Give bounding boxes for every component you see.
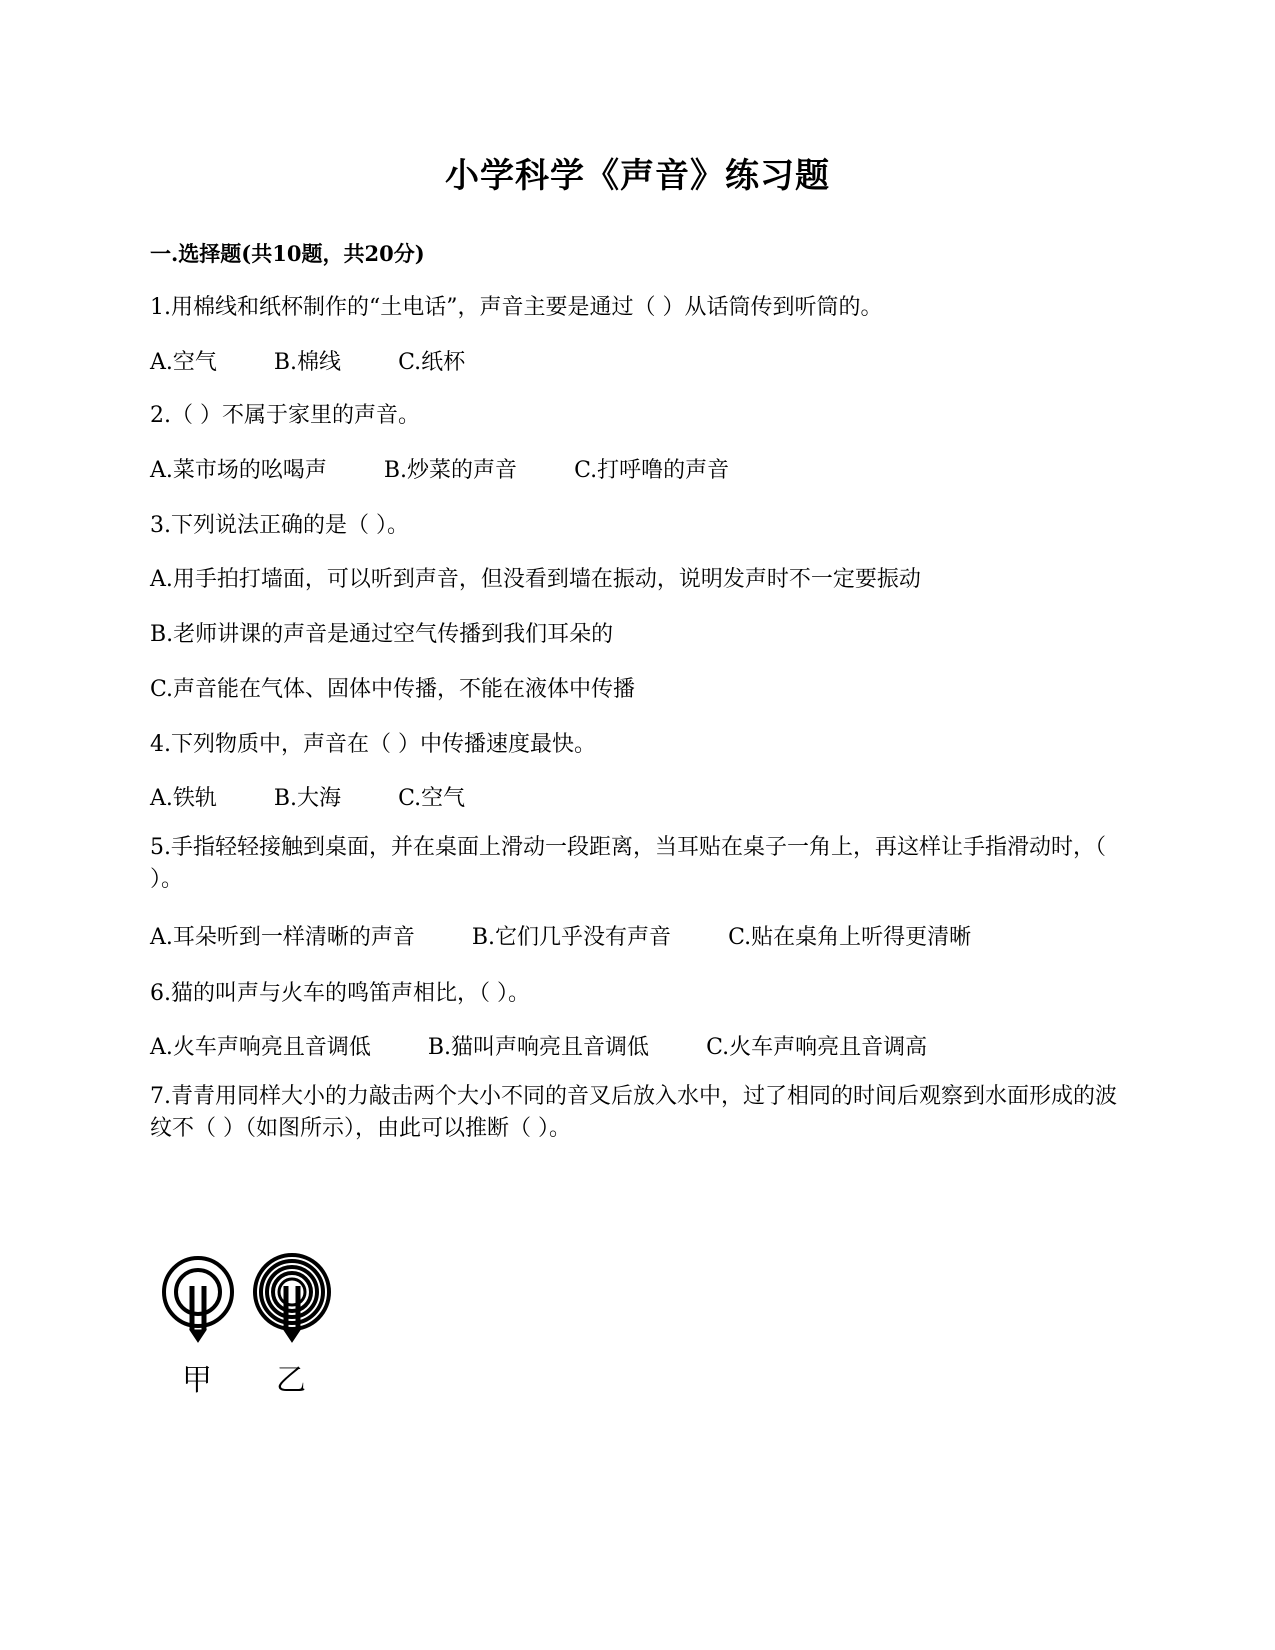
- option-b: B.棉线: [273, 350, 342, 375]
- question-6-options: [150, 1030, 977, 1061]
- question-4: 4.下列物质中，声音在（ ）中传播速度最快。: [150, 732, 596, 757]
- option-a: A.用手拍打墙面，可以听到声音，但没看到墙在振动，说明发声时不一定要振动: [150, 567, 921, 592]
- question-2-options: [150, 453, 779, 484]
- question-6: 6.猫的叫声与火车的鸣笛声相比，（ ）。: [150, 981, 530, 1006]
- question-3: 3.下列说法正确的是（ ）。: [150, 513, 409, 538]
- option-c: C.打呼噜的声音: [574, 458, 730, 483]
- option-c: C.火车声响亮且音调高: [706, 1035, 928, 1060]
- option-c: C.声音能在气体、固体中传播，不能在液体中传播: [150, 677, 636, 702]
- option-a: A.空气: [150, 350, 217, 375]
- page-title: 小学科学《声音》练习题: [445, 156, 830, 196]
- tuning-fork-figure: [160, 1250, 360, 1398]
- option-a: A.菜市场的吆喝声: [150, 458, 327, 483]
- label-jia: 甲: [182, 1363, 212, 1398]
- question-1-options: [150, 345, 515, 376]
- option-b: B.猫叫声响亮且音调低: [427, 1035, 650, 1060]
- ripple-diagram: [160, 1250, 360, 1360]
- option-c: C.纸杯: [398, 350, 466, 375]
- option-c: C.空气: [398, 786, 466, 811]
- option-a: A.铁轨: [150, 786, 217, 811]
- label-yi: 乙: [276, 1363, 306, 1398]
- option-b: B.炒菜的声音: [383, 458, 518, 483]
- option-b: B.老师讲课的声音是通过空气传播到我们耳朵的: [150, 622, 614, 647]
- option-a: A.耳朵听到一样清晰的声音: [150, 925, 415, 950]
- question-2: 2.（ ）不属于家里的声音。: [150, 403, 420, 428]
- section-heading: 一.选择题(共10题，共20分): [150, 241, 425, 266]
- question-5-options: [150, 920, 1021, 951]
- option-b: B.它们几乎没有声音: [471, 925, 672, 950]
- question-1: 1.用棉线和纸杯制作的“土电话”，声音主要是通过（ ）从话筒传到听筒的。: [150, 295, 883, 320]
- fork-yi-ripples: [255, 1255, 329, 1342]
- question-7: 7.青青用同样大小的力敲击两个大小不同的音叉后放入水中，过了相同的时间后观察到水面形成的波纹不（ ）（如图所示），由此可以推断（ ）。: [150, 1084, 1117, 1141]
- fork-jia-ripples: [164, 1258, 232, 1342]
- option-a: A.火车声响亮且音调低: [150, 1035, 371, 1060]
- question-5: 5.手指轻轻接触到桌面，并在桌面上滑动一段距离，当耳贴在桌子一角上，再这样让手指滑动时，（ ）。: [150, 835, 1106, 892]
- option-b: B.大海: [273, 786, 342, 811]
- option-c: C.贴在桌角上听得更清晰: [728, 925, 972, 950]
- question-4-options: [150, 781, 515, 812]
